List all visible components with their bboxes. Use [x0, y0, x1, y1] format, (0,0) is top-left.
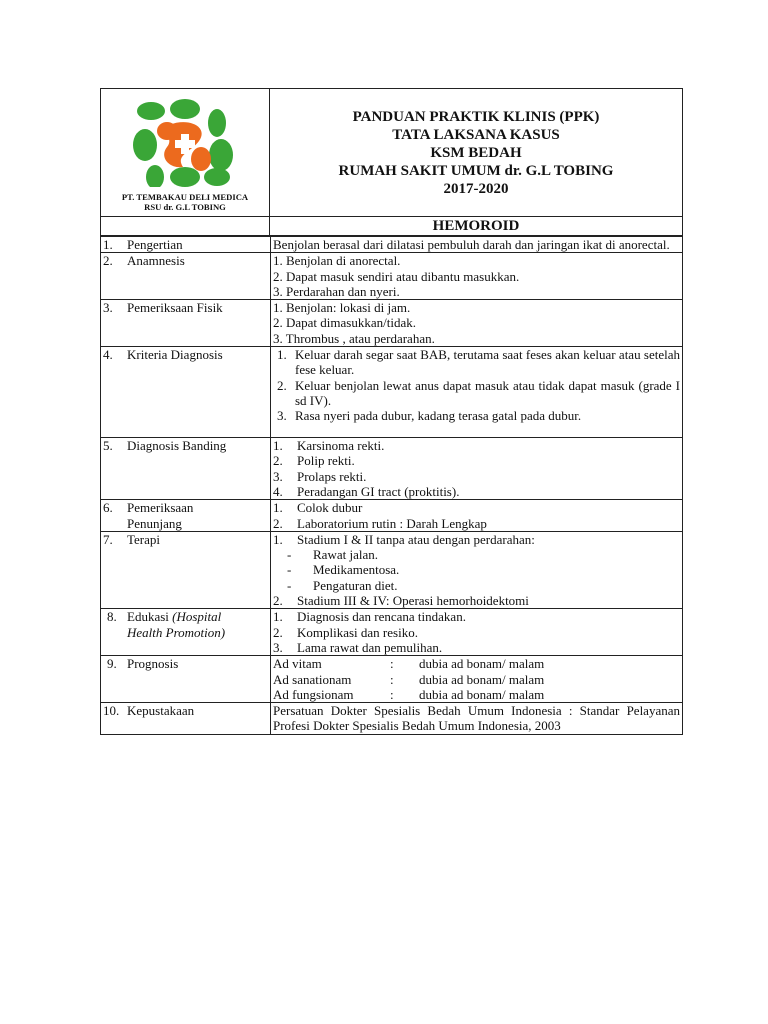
sub-item: - Medikamentosa. — [287, 562, 400, 578]
table-row — [101, 253, 683, 300]
list-item: 1. Benjolan: lokasi di jam. — [273, 300, 411, 316]
hospital-logo — [129, 97, 241, 187]
document-header — [100, 88, 683, 217]
org-line-2: RSU dr. G.L TOBING — [144, 202, 226, 212]
list-item: 2. Laboratorium rutin : Darah Lengkap — [273, 515, 487, 531]
row-number: 4. — [103, 347, 113, 363]
list-item: 3. Lama rawat dan pemulihan. — [273, 639, 443, 655]
ppk-table — [100, 236, 683, 735]
row-number: 6. — [103, 500, 113, 516]
table-row — [101, 300, 683, 347]
title-line-1: PANDUAN PRAKTIK KLINIS (PPK) — [352, 109, 600, 125]
table-row — [101, 347, 683, 438]
row-label: Kepustakaan — [127, 703, 195, 719]
row-label: Diagnosis Banding — [127, 438, 227, 454]
sub-item: - Rawat jalan. — [287, 547, 378, 563]
row-number: 2. — [103, 253, 113, 269]
row-label: Kriteria Diagnosis — [127, 347, 223, 363]
row-number: 10. — [103, 703, 120, 719]
row-label: Pemeriksaan Fisik — [127, 300, 223, 316]
title-line-4: RUMAH SAKIT UMUM dr. G.L TOBING — [338, 163, 614, 179]
row-number: 8. — [107, 609, 117, 625]
row-label: Edukasi — [127, 609, 173, 625]
list-item: 2. Keluar benjolan lewat anus dapat masuk atau tidak dapat masuk (grade I sd IV). — [277, 377, 680, 408]
list-item: 1. Stadium I & II tanpa atau dengan perdarahan: — [273, 531, 535, 547]
prognosis-line: Ad sanationam : dubia ad bonam/ malam — [273, 671, 545, 687]
logo-cell — [101, 89, 270, 216]
list-item: 1. Diagnosis dan rencana tindakan. — [273, 609, 466, 625]
list-item: 1. Benjolan di anorectal. — [273, 253, 401, 269]
topic-row — [100, 217, 683, 236]
table-row — [101, 656, 683, 703]
list-item: 2. Dapat dimasukkan/tidak. — [273, 315, 416, 331]
table-row — [101, 438, 683, 500]
list-item: 3. Thrombus , atau perdarahan. — [273, 330, 435, 346]
row-label: Terapi — [127, 531, 161, 547]
row-label-italic-2: Health Promotion) — [127, 624, 226, 640]
table-row — [101, 609, 683, 656]
row-number: 3. — [103, 300, 113, 316]
prognosis-line: Ad vitam : dubia ad bonam/ malam — [273, 656, 545, 672]
list-item: 1. Karsinoma rekti. — [273, 438, 385, 454]
table-row — [101, 703, 683, 735]
list-item: 3. Perdarahan dan nyeri. — [273, 283, 400, 299]
list-item: 3. Prolaps rekti. — [273, 468, 367, 484]
row-number: 9. — [107, 656, 117, 672]
title-line-2: TATA LAKSANA KASUS — [392, 127, 560, 143]
topic-title: HEMOROID — [432, 218, 520, 234]
row-label-2: Penunjang — [127, 515, 182, 531]
row-number: 1. — [103, 237, 113, 252]
org-line-1: PT. TEMBAKAU DELI MEDICA — [121, 192, 249, 202]
table-row — [101, 237, 683, 253]
sub-item: - Pengaturan diet. — [287, 577, 398, 593]
row-content: Persatuan Dokter Spesialis Bedah Umum Indonesia : Standar Pelayanan Profesi Dokter Spesialis Bedah Umum Indonesia, 2003 — [273, 703, 680, 734]
ppk-document — [100, 88, 683, 735]
list-item: 4. Peradangan GI tract (proktitis). — [273, 483, 460, 499]
row-label: Prognosis — [127, 656, 179, 672]
list-item: 2. Polip rekti. — [273, 453, 355, 469]
list-item: 1. Keluar darah segar saat BAB, terutama saat feses akan keluar atau setelah fese keluar. — [277, 347, 680, 378]
list-item: 2. Komplikasi dan resiko. — [273, 624, 418, 640]
row-label: Anamnesis — [127, 253, 185, 269]
title-line-5: 2017-2020 — [443, 181, 509, 197]
title-line-3: KSM BEDAH — [430, 145, 522, 161]
organization-name — [101, 192, 269, 212]
row-number: 7. — [103, 531, 113, 547]
row-content: Benjolan berasal dari dilatasi pembuluh darah dan jaringan ikat di anorectal. — [273, 237, 670, 252]
list-item: 1. Colok dubur — [273, 500, 363, 516]
table-row — [101, 500, 683, 532]
list-item: 2. Dapat masuk sendiri atau dibantu masukkan. — [273, 268, 520, 284]
row-label-italic: (Hospital — [172, 609, 222, 625]
document-title — [270, 89, 682, 216]
row-label: Pengertian — [127, 237, 183, 252]
row-label: Pemeriksaan — [127, 500, 194, 516]
list-item: 3. Rasa nyeri pada dubur, kadang terasa gatal pada dubur. — [277, 408, 582, 424]
row-number: 5. — [103, 438, 113, 454]
table-row — [101, 531, 683, 608]
prognosis-line: Ad fungsionam : dubia ad bonam/ malam — [273, 686, 545, 702]
list-item: 2. Stadium III & IV: Operasi hemorhoidektomi — [273, 593, 529, 609]
